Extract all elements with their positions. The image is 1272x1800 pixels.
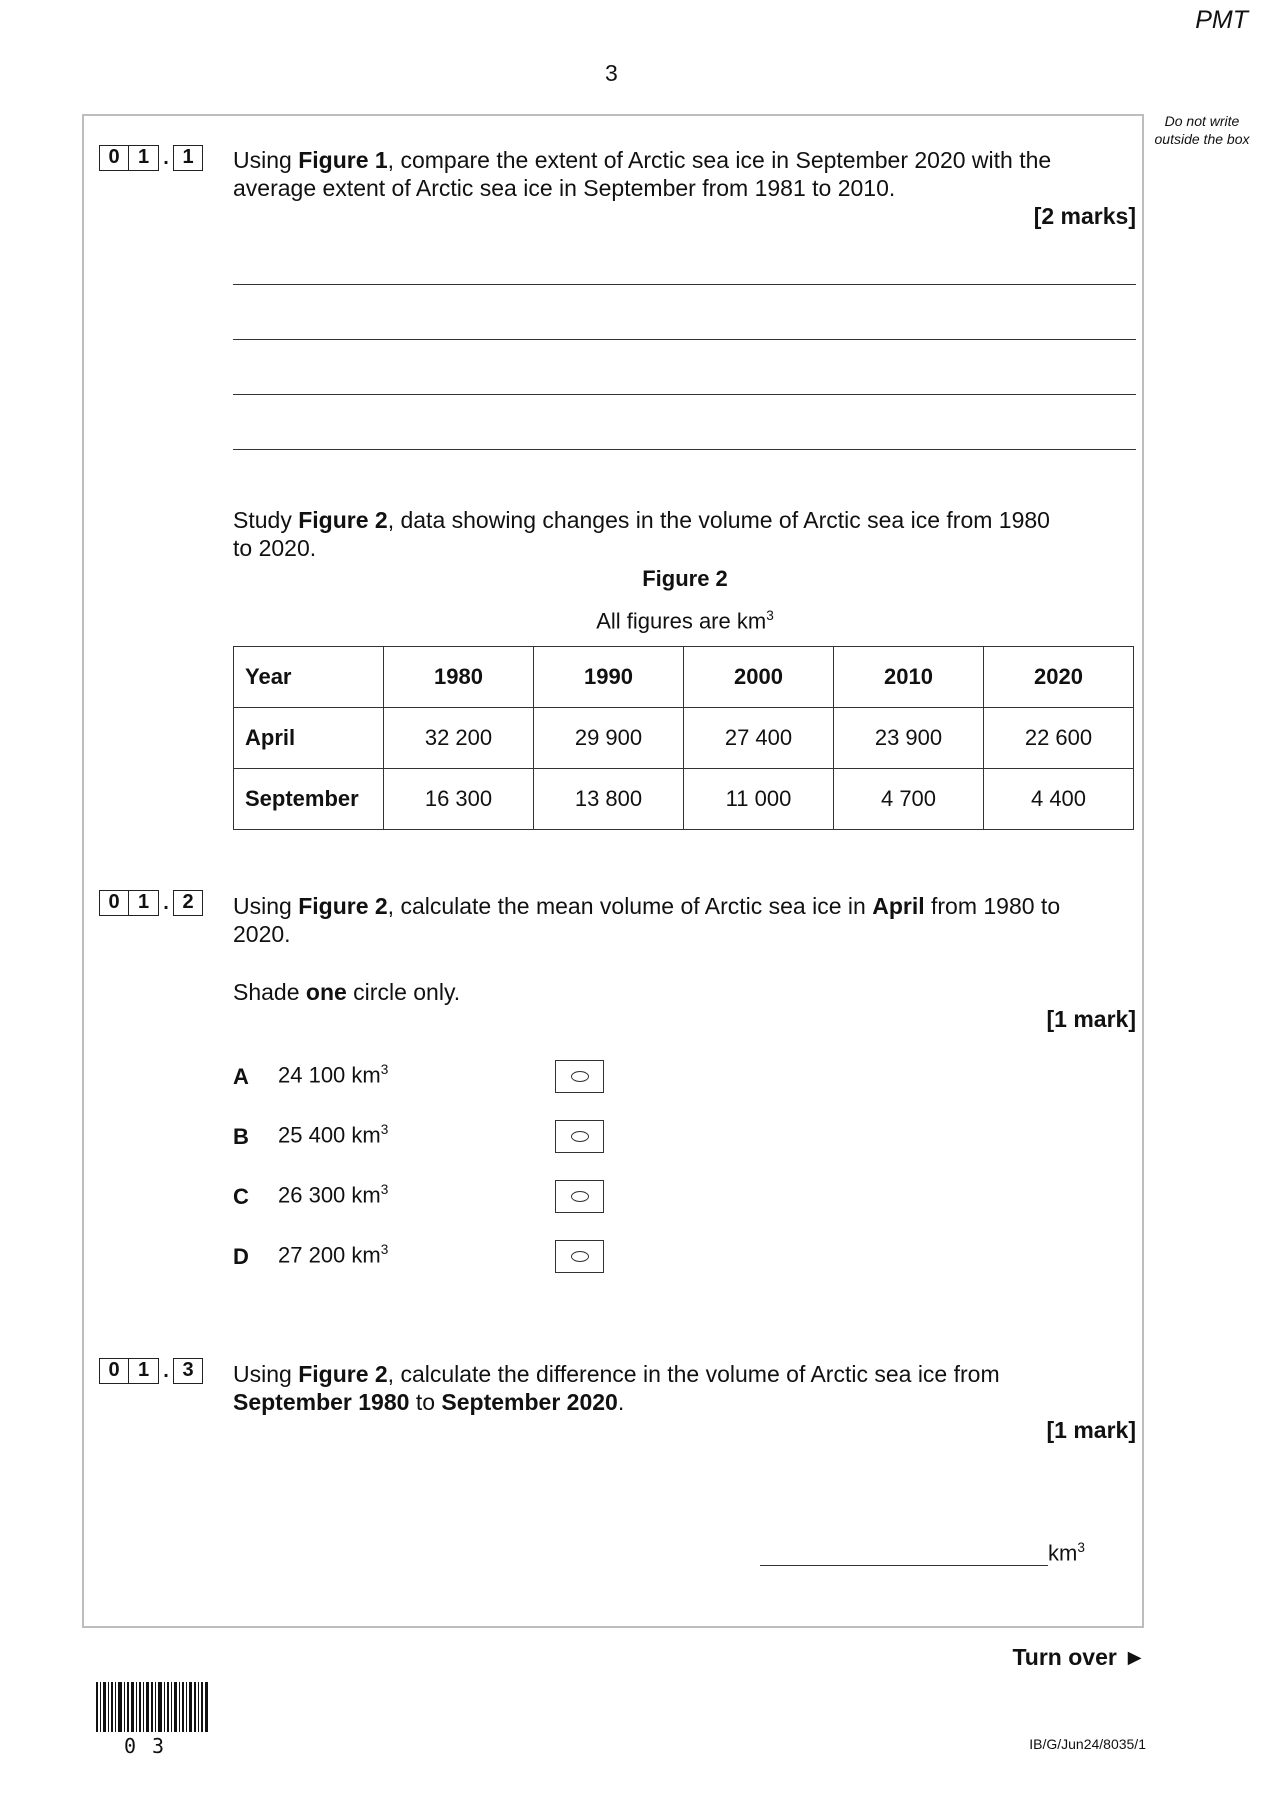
question-digit: 1	[129, 145, 159, 171]
figure-ref: Figure 1	[298, 147, 388, 173]
question-digit: 1	[173, 145, 203, 171]
question-number-01-2: 0 1 . 2	[99, 890, 203, 916]
pmt-label: PMT	[1195, 6, 1248, 34]
table-cell: 13 800	[534, 769, 684, 830]
table-cell: 16 300	[384, 769, 534, 830]
circle-icon	[571, 1131, 589, 1142]
option-value: 27 200 $km^3$	[278, 1242, 389, 1268]
answer-line[interactable]	[233, 339, 1136, 340]
table-cell: 29 900	[534, 708, 684, 769]
answer-line[interactable]	[233, 449, 1136, 450]
figure-ref: Figure 2	[298, 1361, 388, 1387]
question-number-01-1: 0 1 . 1	[99, 145, 203, 171]
table-row	[234, 769, 1134, 830]
table-cell: 32 200	[384, 708, 534, 769]
page-number: 3	[605, 60, 618, 86]
barcode-number: 03	[124, 1734, 181, 1758]
option-letter: C	[233, 1184, 249, 1209]
option-value: 25 400 $km^3$	[278, 1122, 389, 1148]
figure-ref: Figure 2	[298, 893, 388, 919]
question-digit: 0	[99, 1358, 129, 1384]
option-value: 26 300 $km^3$	[278, 1182, 389, 1208]
option-letter: B	[233, 1124, 249, 1149]
marks-label: [2 marks]	[1033, 203, 1136, 229]
answer-line[interactable]	[233, 394, 1136, 395]
answer-line[interactable]	[233, 284, 1136, 285]
question-number-01-3: 0 1 . 3	[99, 1358, 203, 1384]
table-cell: 22 600	[984, 708, 1134, 769]
paper-reference: IB/G/Jun24/8035/1	[1029, 1736, 1146, 1752]
barcode-icon	[96, 1682, 208, 1732]
question-digit: 0	[99, 145, 129, 171]
table-header-cell: 1990	[534, 647, 684, 708]
option-letter: D	[233, 1244, 249, 1269]
option-c-circle[interactable]	[555, 1180, 604, 1213]
option-value: 24 100 $km^3$	[278, 1062, 389, 1088]
question-digit: 1	[129, 890, 159, 916]
study-instruction: Study Figure 2, data showing changes in the volume of Arctic sea ice from 1980 to 2020.	[233, 507, 1050, 561]
option-letter: A	[233, 1064, 249, 1089]
question-digit: 0	[99, 890, 129, 916]
circle-icon	[571, 1191, 589, 1202]
question-01-2-text: Using Figure 2, calculate the mean volume of Arctic sea ice in April from 1980 to 2020.	[233, 893, 1061, 947]
table-cell: 4 700	[834, 769, 984, 830]
figure-2-table	[233, 646, 1134, 830]
marks-label: [1 mark]	[1046, 1006, 1136, 1032]
table-cell: 23 900	[834, 708, 984, 769]
table-header-cell: Year	[234, 647, 384, 708]
figure-ref: Figure 2	[298, 507, 388, 533]
table-cell: 27 400	[684, 708, 834, 769]
table-header-cell: 1980	[384, 647, 534, 708]
table-cell: 4 400	[984, 769, 1134, 830]
shade-instruction: Shade one circle only.	[233, 979, 461, 1005]
answer-line[interactable]	[760, 1565, 1048, 1566]
table-header-cell: 2000	[684, 647, 834, 708]
option-a-circle[interactable]	[555, 1060, 604, 1093]
option-b-circle[interactable]	[555, 1120, 604, 1153]
table-row-label: September	[234, 769, 384, 830]
table-row-label: April	[234, 708, 384, 769]
question-01-3-text: Using Figure 2, calculate the difference in the volume of Arctic sea ice from September 1980 to September 2020.	[233, 1361, 1000, 1415]
option-d-circle[interactable]	[555, 1240, 604, 1273]
turn-over-label: Turn over ►	[1012, 1644, 1146, 1670]
figure-unit-note: All figures are $km^3$	[596, 608, 774, 634]
question-digit: 1	[129, 1358, 159, 1384]
question-digit: 2	[173, 890, 203, 916]
circle-icon	[571, 1251, 589, 1262]
table-header-row	[234, 647, 1134, 708]
table-header-cell: 2020	[984, 647, 1134, 708]
figure-title: Figure 2	[642, 566, 728, 591]
table-cell: 11 000	[684, 769, 834, 830]
question-digit: 3	[173, 1358, 203, 1384]
table-header-cell: 2010	[834, 647, 984, 708]
margin-note: Do not write outside the box	[1154, 113, 1250, 147]
marks-label: [1 mark]	[1046, 1417, 1136, 1443]
table-row	[234, 708, 1134, 769]
question-01-1-text: Using Figure 1, compare the extent of Arctic sea ice in September 2020 with the average extent of Arctic sea ice in September from 1981 to 2010.	[233, 147, 1052, 201]
circle-icon	[571, 1071, 589, 1082]
answer-unit: $km^3$	[1048, 1540, 1085, 1566]
